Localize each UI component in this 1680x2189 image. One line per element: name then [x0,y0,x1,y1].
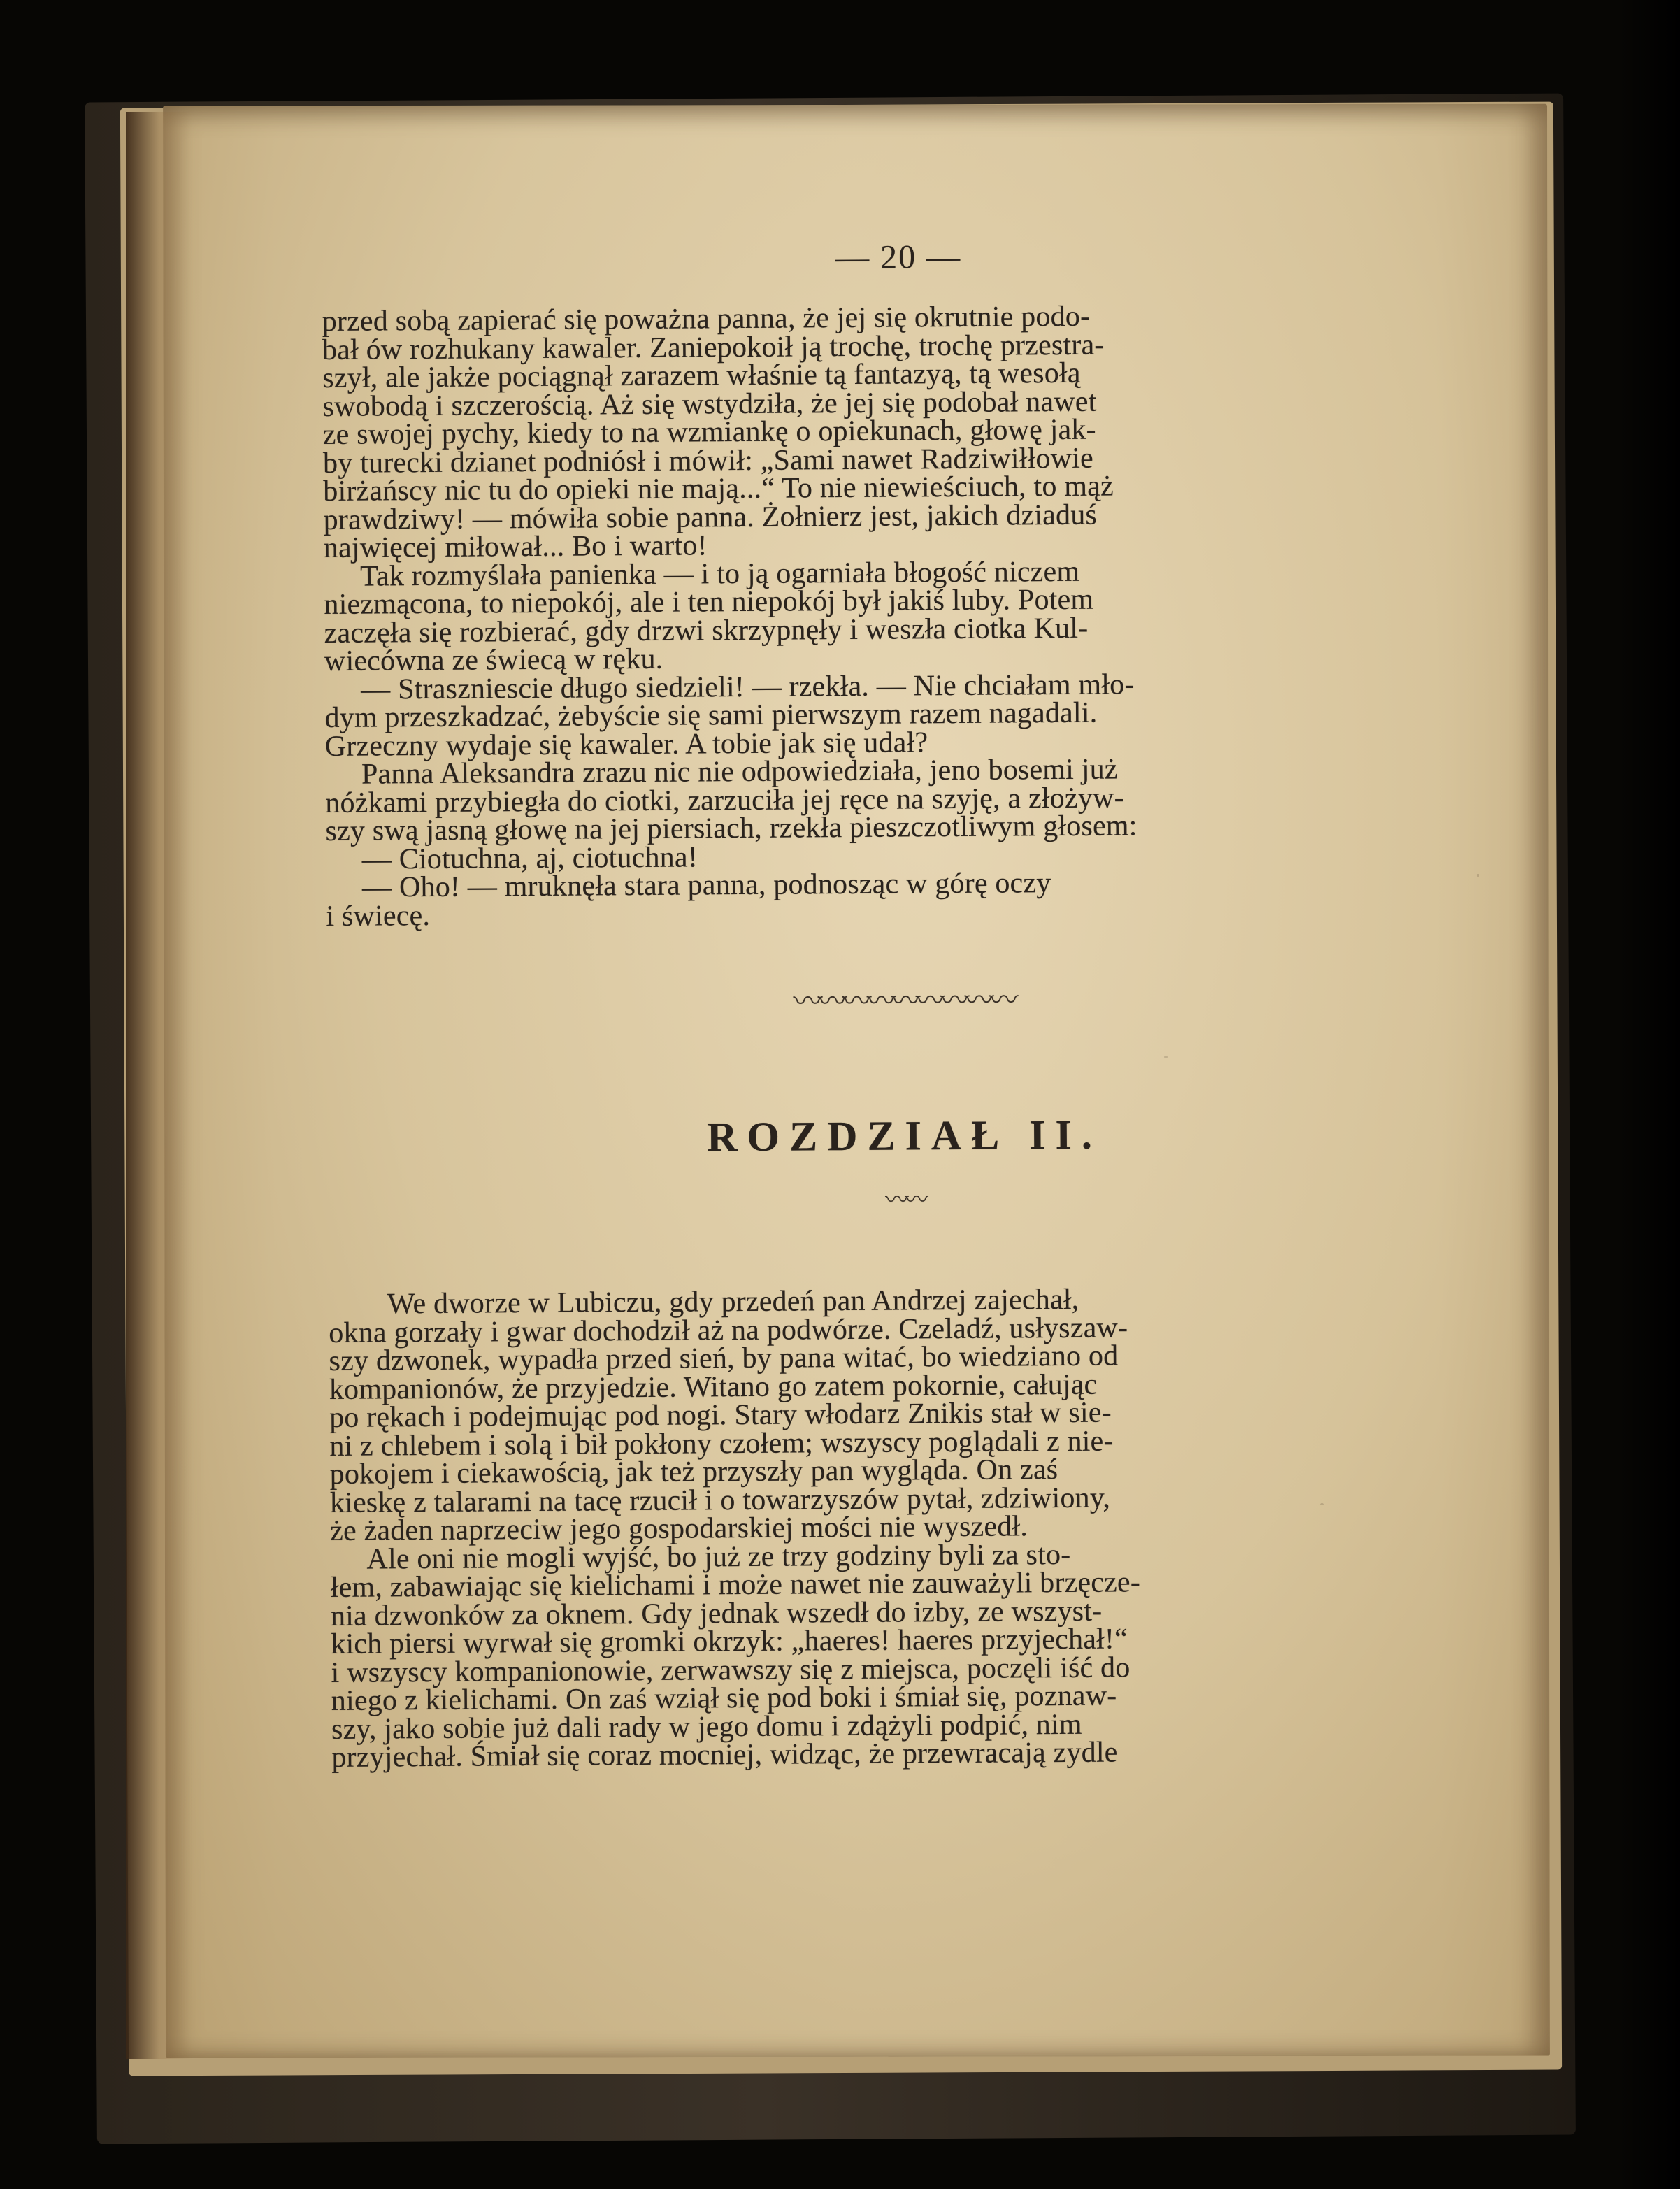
right-dark-edge [1617,0,1680,2189]
text-line: wiecówna ze świecą w ręku. [324,643,663,677]
text-line: Grzeczny wydaje się kawaler. A tobie jak się udał? [324,726,928,763]
text-line: ni z chlebem i solą i bił pokłony czołem; wszyscy poglądali z nie- [329,1425,1114,1463]
text-line: kich piersi wyrwał się gromki okrzyk: „haeres! haeres przyjechał!“ [331,1623,1128,1661]
text-line: kompanionów, że przyjedzie. Witano go zatem pokornie, całując [329,1368,1098,1406]
text-line: szy dzwonek, wypadła przed sień, by pana witać, bo wiedziano od [329,1340,1119,1378]
text-line: Tak rozmyślała panienka — i to ją ogarniała błogość niczem [359,555,1080,593]
text-line: szy, jako sobie już dali rady w jego domu i zdążyli podpić, nim [331,1708,1082,1746]
text-line: We dworze w Lubiczu, gdy przedeń pan Andrzej zajechał, [387,1284,1079,1321]
chapter-title: ROZDZIAŁ II. [706,1111,1103,1161]
text-line: birżańscy nic tu do opieki nie mają...“ To nie niewieściuch, to mąż [323,470,1114,508]
text-line: Ale oni nie mogli wyjść, bo już ze trzy godziny byli za sto- [366,1538,1071,1576]
text-line: zaczęła się rozbierać, gdy drzwi skrzypnęły i weszła ciotka Kul- [324,612,1089,649]
text-line: niego z kielichami. On zaś wziął się pod boki i śmiał się, poznaw- [331,1679,1117,1718]
text-line: — Oho! — mruknęła stara panna, podnosząc w górę oczy [361,867,1051,904]
small-wave-ornament: 〰〰 [884,1186,925,1214]
text-line: swobodą i szczerością. Aż się wstydziła, że jej się podobał nawet [322,385,1097,423]
text-line: po rękach i podejmując pod nogi. Stary włodarz Znikis stał w sie- [329,1396,1112,1435]
text-line: nia dzwonków za oknem. Gdy jednak wszedł do izby, ze wszyst- [330,1595,1103,1632]
text-line: przyjechał. Śmiał się coraz mocniej, widząc, że przewracają zydle [331,1736,1118,1774]
text-line: by turecki dzianet podniósł i mówił: „Sami nawet Radziwiłłowie [322,442,1094,480]
text-line: pokojem i ciekawością, jak też przyszły pan wygląda. On zaś [329,1454,1058,1491]
decorative-wave-ornament: 〰〰〰〰〰〰〰〰〰 [793,982,1014,1019]
text-line: kieskę z talarami na tacę rzucił i o towarzyszów pytał, zdziwiony, [329,1481,1111,1519]
text-line: i wszyscy kompanionowie, zerwawszy się z miejsca, poczęli iść do [331,1651,1130,1689]
text-line: Panna Aleksandra zrazu nic nie odpowiedziała, jeno bosemi już [361,753,1118,791]
text-line: łem, zabawiając się kielichami i może nawet nie zauważyli brzęcze- [330,1566,1141,1605]
chapter-one-ending [322,300,1508,931]
text-line: nóżkami przybiegła do ciotki, zarzuciła jej ręce na szyję, a złożyw- [325,781,1124,819]
text-line: szył, ale jakże pociągnął zarazem właśnie tą fantazyą, tą wesołą [322,357,1081,394]
text-line: ze swojej pychy, kiedy to na wzmiankę o opiekunach, głowę jak- [322,413,1096,451]
text-line: przed sobą zapierać się poważna panna, że jej się okrutnie podo- [322,300,1091,338]
text-line: szy swą jasną głowę na jej piersiach, rzekła pieszczotliwym głosem: [325,810,1137,847]
text-line: prawdziwy! — mówiła sobie panna. Żołnierz jest, jakich dziaduś [323,498,1098,536]
printed-text-area [322,237,1513,1772]
text-line: najwięcej miłował... Bo i warto! [323,529,708,564]
text-line: i świecę. [326,899,431,933]
text-line: dym przeszkadzać, żebyście się sami pierwszym razem nagadali. [324,696,1098,734]
chapter-two-opening [329,1283,1514,1772]
text-line: że żaden naprzeciw jego gospodarskiej mości nie wyszedł. [330,1510,1028,1548]
page-number: — 20 — [835,238,962,277]
text-line: okna gorzały i gwar dochodził aż na podwórze. Czeladź, usłyszaw- [329,1312,1128,1349]
text-line: niezmącona, to niepokój, ale i ten niepokój był jakiś luby. Potem [324,583,1094,621]
text-line: bał ów rozhukany kawaler. Zaniepokoił ją trochę, trochę przestra- [322,329,1105,366]
text-line: — Ciotuchna, aj, ciotuchna! [361,840,698,876]
text-line: — Straszniescie długo siedzieli! — rzekła. — Nie chciałam mło- [361,668,1135,706]
